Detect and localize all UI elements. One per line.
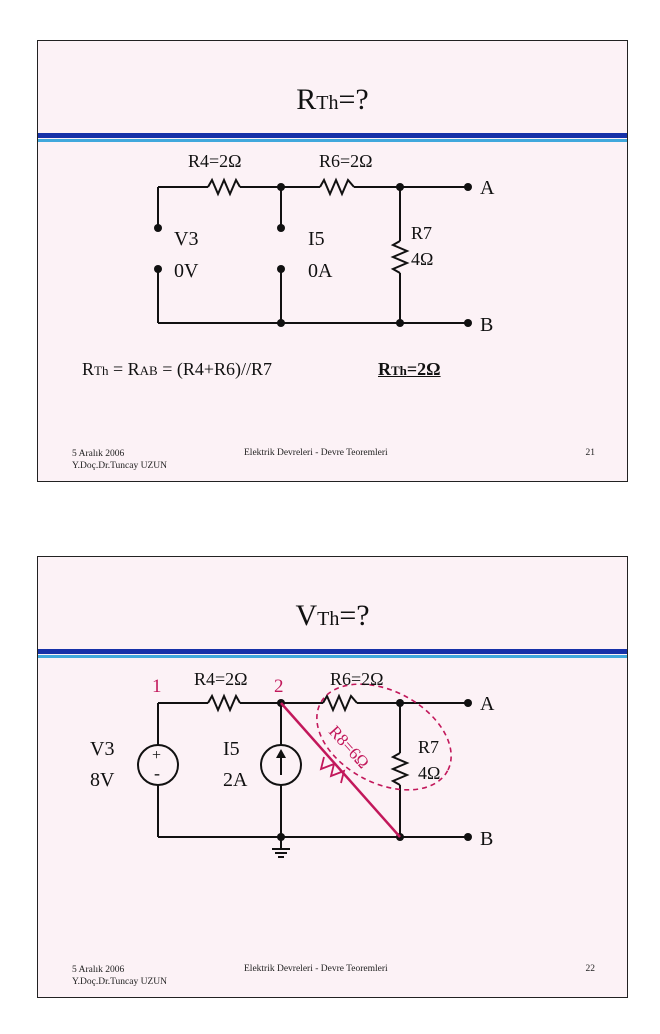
junction-bottom-middle (277, 833, 285, 841)
title-rest: =? (339, 599, 370, 632)
title-main: R (296, 83, 317, 116)
resistor-r7 (393, 241, 407, 273)
formula-part-r: R (82, 359, 95, 379)
footer-left (72, 448, 167, 472)
footer-date: 5 Aralık 2006 (72, 449, 125, 459)
minus-sign: - (154, 763, 160, 783)
junction-top-middle (277, 183, 285, 191)
footer-course: Elektrik Devreleri - Devre Teoremleri (244, 964, 388, 974)
i5-open-node-bottom (277, 265, 285, 273)
terminal-a-dot (464, 183, 472, 191)
v3-value: 0V (174, 260, 199, 282)
footer-author: Y.Doç.Dr.Tuncay UZUN (72, 461, 167, 471)
v3-label: V3 (174, 228, 199, 250)
footer-author: Y.Doç.Dr.Tuncay UZUN (72, 977, 167, 987)
r8-label: R8=6Ω (325, 721, 373, 773)
r4-label: R4=2Ω (194, 669, 248, 689)
v3-open-node-top (154, 224, 162, 232)
r7-value: 4Ω (418, 763, 441, 783)
footer-page-number: 21 (585, 448, 595, 458)
junction-top-right (396, 183, 404, 191)
title-main: V (295, 599, 318, 632)
footer-left (72, 964, 167, 988)
terminal-b-label: B (480, 314, 494, 336)
junction-bottom-right (396, 319, 404, 327)
i5-value: 2A (223, 769, 248, 791)
node-1-label: 1 (152, 676, 162, 697)
r4-label: R4=2Ω (188, 151, 242, 171)
r6-label: R6=2Ω (319, 151, 373, 171)
title-subscript: Th (316, 92, 339, 114)
resistor-r7 (393, 753, 407, 785)
terminal-a-label: A (480, 693, 495, 715)
terminal-b-label: B (480, 828, 494, 850)
formula-sub-ab: AB (139, 363, 158, 378)
i5-value: 0A (308, 260, 333, 282)
title-subscript: Th (317, 608, 340, 630)
resistor-r6 (323, 696, 357, 710)
r7-label: R7 (418, 737, 440, 757)
r6-label: R6=2Ω (330, 669, 384, 689)
r7-value: 4Ω (411, 249, 434, 269)
resistor-r6 (320, 180, 354, 194)
terminal-b-dot (464, 319, 472, 327)
junction-top-right (396, 699, 404, 707)
slide-22 (37, 556, 628, 998)
rth-result (378, 359, 441, 380)
result-value: =2Ω (406, 359, 441, 379)
arrow-up-icon (276, 749, 286, 758)
i5-label: I5 (223, 738, 240, 760)
resistor-r4 (208, 696, 240, 710)
footer-course: Elektrik Devreleri - Devre Teoremleri (244, 448, 388, 458)
formula-sub-th: Th (94, 363, 109, 378)
dashed-ellipse-annotation (299, 663, 469, 812)
thevenin-resistance-circuit (38, 41, 629, 483)
i5-label: I5 (308, 228, 325, 250)
i5-open-node-top (277, 224, 285, 232)
v3-open-node-bottom (154, 265, 162, 273)
junction-bottom-middle (277, 319, 285, 327)
v3-label: V3 (90, 738, 115, 760)
node-2-label: 2 (274, 676, 284, 697)
result-sub: Th (391, 363, 407, 378)
footer-page-number: 22 (585, 964, 595, 974)
thevenin-voltage-circuit (38, 557, 629, 999)
v3-value: 8V (90, 769, 115, 791)
result-r: R (378, 359, 391, 379)
formula-part-r-ab: = R (108, 359, 140, 379)
terminal-a-label: A (480, 177, 495, 199)
terminal-a-dot (464, 699, 472, 707)
rth-formula (82, 359, 272, 380)
slide-21 (37, 40, 628, 482)
r7-label: R7 (411, 223, 433, 243)
footer-date: 5 Aralık 2006 (72, 965, 125, 975)
ground-icon (272, 849, 290, 857)
formula-expression: = (R4+R6)//R7 (157, 359, 273, 379)
title-rest: =? (338, 83, 369, 116)
plus-sign: + (152, 747, 162, 764)
resistor-r4 (208, 180, 240, 194)
terminal-b-dot (464, 833, 472, 841)
